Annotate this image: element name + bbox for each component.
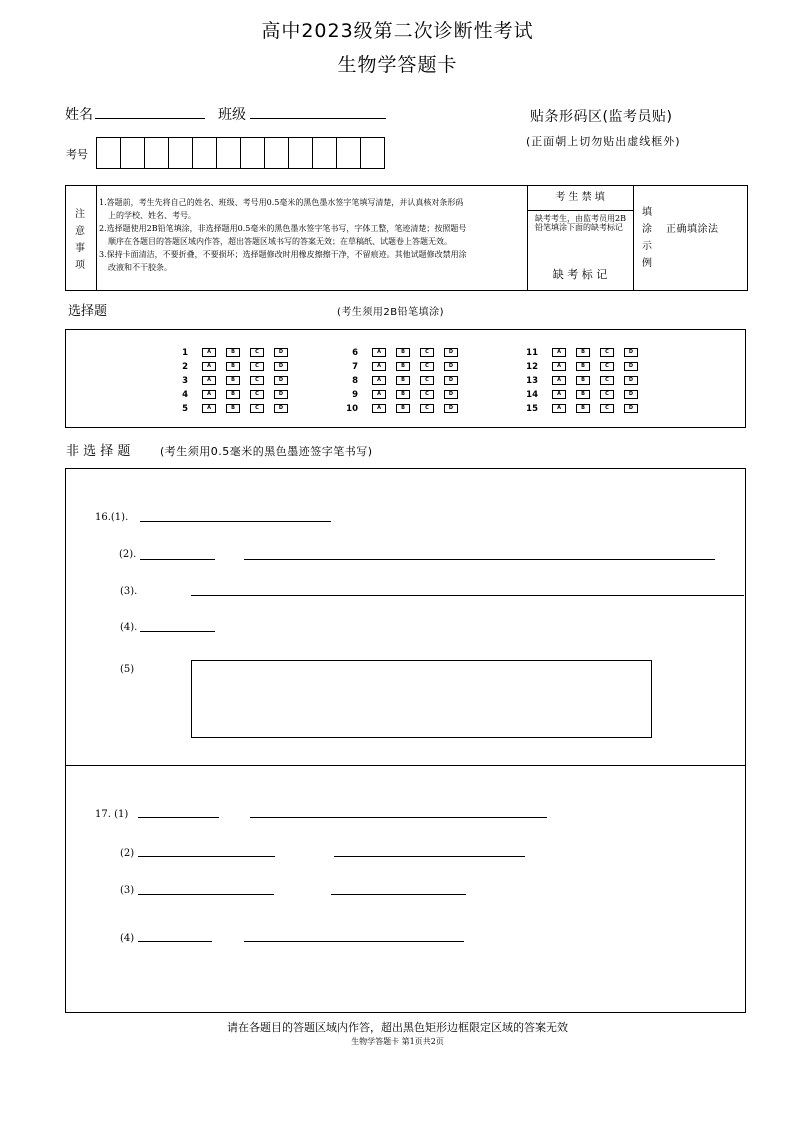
choice-instruction: (考生须用2B铅笔填涂) [337, 307, 445, 318]
q16-part2-blank-b[interactable] [244, 559, 715, 560]
name-label: 姓名 [65, 107, 93, 123]
choice-question-row [166, 374, 298, 387]
choice-question-row [516, 360, 648, 373]
answer-bubble[interactable]: D [624, 348, 638, 357]
q16-part3-label: (3). [120, 586, 138, 597]
q17-part4-label: (4) [120, 933, 135, 944]
answer-bubble[interactable]: D [624, 376, 638, 385]
answer-bubble[interactable]: C [250, 390, 264, 399]
answer-bubble[interactable]: D [444, 376, 458, 385]
nonchoice-title: 非 选 择 题 [66, 444, 131, 459]
answer-bubble[interactable]: C [420, 404, 434, 413]
q17-part2-label: (2) [120, 848, 135, 859]
answer-bubble[interactable]: B [576, 362, 590, 371]
answer-bubble[interactable]: A [202, 376, 216, 385]
q17-part1-blank-a[interactable] [138, 817, 219, 818]
q17-part2-blank-a[interactable] [138, 856, 275, 857]
answer-bubble[interactable]: B [396, 376, 410, 385]
answer-bubble[interactable]: A [372, 404, 386, 413]
question-number: 15 [526, 403, 538, 414]
barcode-note: (正面朝上切勿贴出虚线框外) [526, 135, 681, 148]
choice-question-row [336, 360, 468, 373]
choice-question-row [336, 346, 468, 359]
q17-part4-blank-a[interactable] [138, 941, 212, 942]
answer-bubble[interactable]: A [372, 362, 386, 371]
answer-bubble[interactable]: D [274, 376, 288, 385]
answer-bubble[interactable]: A [202, 362, 216, 371]
notice-text: 1.答题前，考生先将自己的姓名、班级、考号用0.5毫米的黑色墨水签字笔填写清楚，并认真核对条形码 上的学校、姓名、考号。 2.选择题使用2B铅笔填涂，非选择题用0.5毫米的黑色墨水签字笔书写，字体工整，笔迹清楚；按照题号 顺序在各题目的答题区域内作答，超出答题区域书写的答案无效；在草稿纸、试题卷上答题无效。 3.保持卡面清洁，不要折叠，不要损坏；选择题修改时用橡皮擦擦干净，不留痕迹。其他试题修改禁用涂 改液和不干胶条。 [99, 198, 467, 272]
q17-part4-blank-b[interactable] [244, 941, 464, 942]
answer-bubble[interactable]: D [444, 362, 458, 371]
answer-bubble[interactable]: B [396, 390, 410, 399]
answer-bubble[interactable]: B [576, 390, 590, 399]
answer-bubble[interactable]: D [624, 404, 638, 413]
question-divider [66, 765, 745, 766]
q16-part5-label: (5) [120, 664, 135, 675]
choice-question-row [166, 346, 298, 359]
answer-bubble[interactable]: D [624, 362, 638, 371]
answer-bubble[interactable]: D [624, 390, 638, 399]
footer-warning: 请在各题目的答题区域内作答，超出黑色矩形边框限定区域的答案无效 [227, 1021, 568, 1034]
class-label: 班级 [218, 107, 246, 123]
answer-bubble[interactable]: B [396, 404, 410, 413]
question-number: 5 [182, 403, 188, 414]
question-number: 14 [526, 389, 538, 400]
answer-bubble[interactable]: B [226, 390, 240, 399]
choice-question-row [166, 360, 298, 373]
answer-bubble[interactable]: A [552, 404, 566, 413]
answer-bubble[interactable]: A [372, 376, 386, 385]
forbidden-title: 考 生 禁 填 [527, 186, 633, 211]
answer-bubble[interactable]: B [226, 348, 240, 357]
choice-question-row [336, 402, 468, 415]
exam-no-boxes[interactable] [96, 137, 385, 169]
q16-part3-blank[interactable] [191, 595, 744, 596]
q17-part2-blank-b[interactable] [334, 856, 525, 857]
answer-bubble[interactable]: B [226, 376, 240, 385]
answer-area [65, 468, 746, 1013]
question-number: 7 [352, 361, 358, 372]
answer-bubble[interactable]: C [600, 362, 614, 371]
answer-bubble[interactable]: D [274, 390, 288, 399]
question-number: 12 [526, 361, 538, 372]
example-text: 正确填涂法 [666, 224, 719, 235]
question-number: 1 [182, 347, 188, 358]
notice-label: 注意事项 [75, 209, 85, 271]
answer-bubble[interactable]: A [372, 390, 386, 399]
answer-bubble[interactable]: D [444, 404, 458, 413]
answer-bubble[interactable]: A [202, 348, 216, 357]
q16-part2-label: (2). [119, 549, 137, 560]
answer-bubble[interactable]: C [600, 376, 614, 385]
choice-question-row [516, 374, 648, 387]
answer-bubble[interactable]: A [552, 376, 566, 385]
class-field[interactable] [250, 118, 386, 119]
answer-bubble[interactable]: C [600, 404, 614, 413]
choice-question-row [516, 402, 648, 415]
question-number: 13 [526, 375, 538, 386]
q16-part4-blank[interactable] [140, 631, 215, 632]
answer-bubble[interactable]: B [226, 362, 240, 371]
answer-bubble[interactable]: D [274, 348, 288, 357]
answer-bubble[interactable]: A [552, 348, 566, 357]
question-number: 11 [526, 347, 538, 358]
question-number: 2 [182, 361, 188, 372]
q17-part3-blank-a[interactable] [138, 894, 274, 895]
answer-bubble[interactable]: A [202, 404, 216, 413]
question-number: 6 [352, 347, 358, 358]
q16-part1-blank[interactable] [140, 521, 331, 522]
choice-question-row [166, 388, 298, 401]
absent-mark[interactable]: 缺 考 标 记 [552, 268, 608, 281]
choice-area [65, 329, 746, 428]
answer-bubble[interactable]: B [576, 348, 590, 357]
answer-bubble[interactable]: C [600, 348, 614, 357]
q17-part3-label: (3) [120, 885, 135, 896]
answer-bubble[interactable]: C [250, 348, 264, 357]
q17-part1-label: 17. (1) [95, 809, 129, 820]
answer-bubble[interactable]: C [420, 348, 434, 357]
choice-question-row [166, 402, 298, 415]
q16-part2-blank-a[interactable] [140, 559, 215, 560]
answer-bubble[interactable]: B [576, 376, 590, 385]
answer-bubble[interactable]: B [576, 404, 590, 413]
answer-bubble[interactable]: C [600, 390, 614, 399]
answer-bubble[interactable]: C [250, 404, 264, 413]
answer-bubble[interactable]: A [552, 362, 566, 371]
answer-bubble[interactable]: A [202, 390, 216, 399]
q17-part3-blank-b[interactable] [331, 894, 466, 895]
question-number: 4 [182, 389, 188, 400]
question-number: 8 [352, 375, 358, 386]
notice-box [65, 185, 748, 291]
choice-title: 选择题 [68, 304, 108, 319]
answer-bubble[interactable]: C [420, 362, 434, 371]
answer-bubble[interactable]: B [226, 404, 240, 413]
choice-question-row [516, 388, 648, 401]
page-subtitle: 生物学答题卡 [337, 54, 458, 76]
answer-bubble[interactable]: A [372, 348, 386, 357]
q16-part5-answer-box[interactable] [191, 660, 652, 738]
answer-bubble[interactable]: D [274, 404, 288, 413]
name-field[interactable] [95, 118, 205, 119]
answer-bubble[interactable]: B [396, 362, 410, 371]
barcode-title: 贴条形码区(监考员贴) [530, 109, 673, 125]
answer-bubble[interactable]: D [444, 348, 458, 357]
answer-bubble[interactable]: A [552, 390, 566, 399]
footer-page-number: 生物学答题卡 第1页共2页 [351, 1037, 444, 1046]
absent-note: 缺考考生，由监考员用2B铅笔填涂下面的缺考标记 [535, 214, 626, 232]
answer-bubble[interactable]: C [420, 390, 434, 399]
exam-no-label: 考号 [66, 148, 88, 161]
answer-bubble[interactable]: C [250, 376, 264, 385]
answer-bubble[interactable]: B [396, 348, 410, 357]
q16-part1-label: 16.(1). [95, 512, 129, 523]
answer-bubble[interactable]: D [274, 362, 288, 371]
example-label: 填涂示例 [642, 207, 652, 269]
q16-part4-label: (4). [120, 622, 138, 633]
answer-bubble[interactable]: C [250, 362, 264, 371]
choice-question-row [516, 346, 648, 359]
question-number: 9 [352, 389, 358, 400]
nonchoice-instruction: (考生须用0.5毫米的黑色墨迹签字笔书写) [160, 445, 373, 458]
answer-bubble[interactable]: D [444, 390, 458, 399]
question-number: 3 [182, 375, 188, 386]
page-title: 高中2023级第二次诊断性考试 [261, 20, 534, 42]
answer-bubble[interactable]: C [420, 376, 434, 385]
question-number: 10 [346, 403, 358, 414]
q17-part1-blank-b[interactable] [250, 817, 547, 818]
choice-question-row [336, 388, 468, 401]
choice-question-row [336, 374, 468, 387]
